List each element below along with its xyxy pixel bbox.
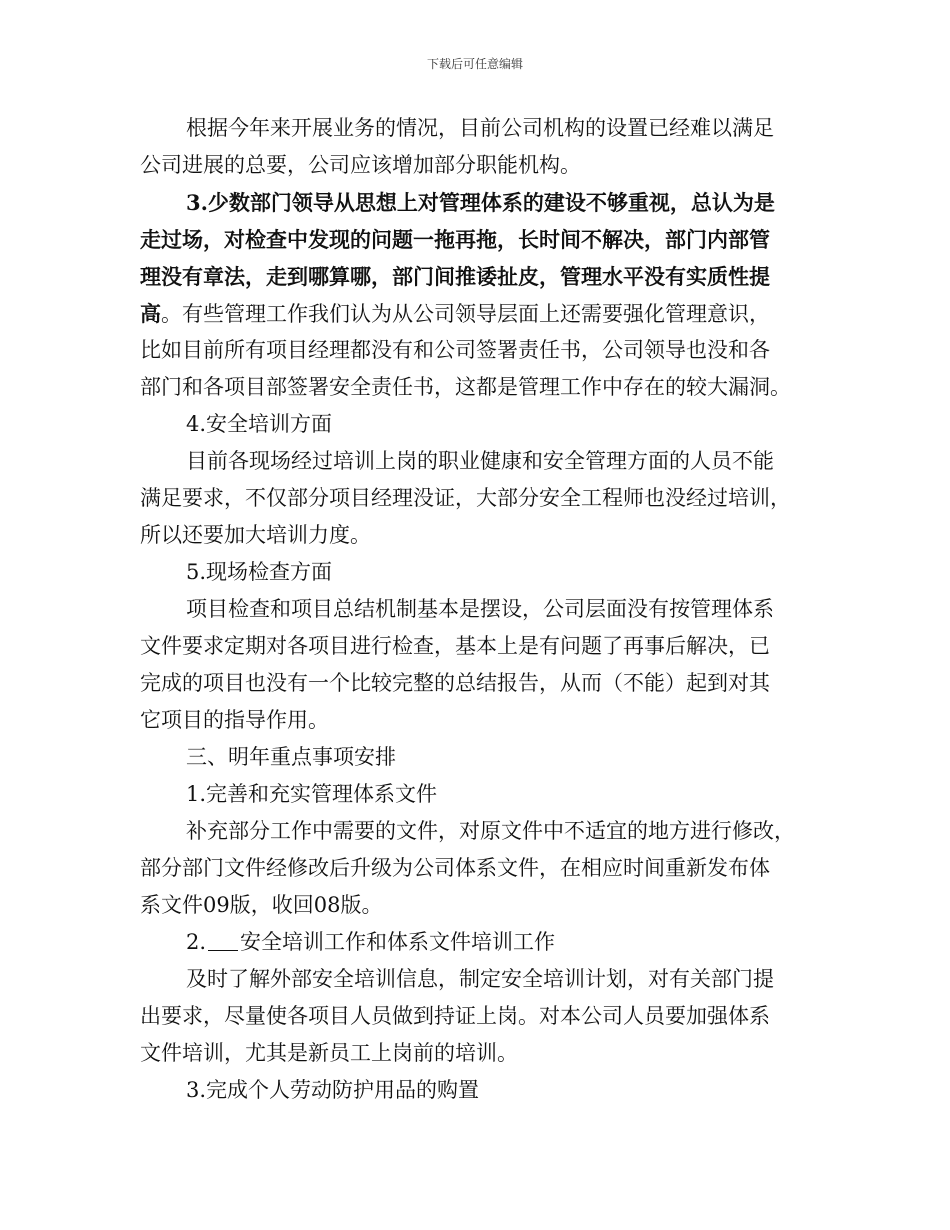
paragraph-line: 满足要求，不仅部分项目经理没证，大部分安全工程师也没经过培训，	[140, 486, 791, 510]
bold-fragment: 高	[140, 301, 161, 326]
mixed-line	[140, 295, 812, 332]
document-body	[140, 110, 812, 1109]
bold-line: 理没有章法，走到哪算哪，部门间推诿扯皮，管理水平没有实质性提	[140, 264, 770, 289]
page-header: 下载后可任意编辑	[426, 57, 523, 71]
paragraph-line: 根据今年来开展业务的情况，目前公司机构的设置已经难以满足	[186, 116, 774, 140]
paragraph-line: 部分部门文件经修改后升级为公司体系文件，在相应时间重新发布体	[140, 856, 770, 880]
paragraph-line: 补充部分工作中需要的文件，对原文件中不适宜的地方进行修改，	[186, 819, 795, 843]
paragraph-line: 文件要求定期对各项目进行检查，基本上是有问题了再事后解决，已	[140, 634, 770, 658]
paragraph-line: 它项目的指导作用。	[140, 708, 329, 732]
chapter-heading: 三、明年重点事项安排	[186, 745, 396, 769]
heading-text: 安全培训工作和体系文件培训工作	[240, 930, 556, 954]
section-heading: 1.完善和充实管理体系文件	[186, 782, 438, 806]
paragraph-line: 比如目前所有项目经理都没有和公司签署责任书，公司领导也没和各	[140, 338, 770, 362]
paragraph-line: 文件培训，尤其是新员工上岗前的培训。	[140, 1041, 518, 1065]
paragraph-line: 项目检查和项目总结机制基本是摆设，公司层面没有按管理体系	[186, 597, 774, 621]
paragraph-line: 系文件09版，收回08版。	[140, 893, 383, 917]
paragraph-line: 出要求，尽量使各项目人员做到持证上岗。对本公司人员要加强体系	[140, 1004, 770, 1028]
paragraph-line: 所以还要加大培训力度。	[140, 523, 371, 547]
section-heading: 3.完成个人劳动防护用品的购置	[186, 1078, 480, 1102]
paragraph-line: 完成的项目也没有一个比较完整的总结报告，从而（不能）起到对其	[140, 671, 770, 695]
section-heading-with-blank	[140, 924, 812, 961]
paragraph-line: 目前各现场经过培训上岗的职业健康和安全管理方面的人员不能	[186, 449, 774, 473]
fill-in-blank	[208, 928, 238, 951]
paragraph-line: 公司进展的总要，公司应该增加部分职能机构。	[140, 153, 581, 177]
heading-number: 2.	[186, 930, 207, 954]
section-heading: 4.安全培训方面	[186, 412, 333, 436]
normal-fragment: 。有些管理工作我们认为从公司领导层面上还需要强化管理意识，	[161, 302, 770, 326]
bold-heading-line: 3.少数部门领导从思想上对管理体系的建设不够重视，总认为是	[186, 190, 775, 215]
paragraph-line: 及时了解外部安全培训信息，制定安全培训计划，对有关部门提	[186, 967, 774, 991]
bold-line: 走过场，对检查中发现的问题一拖再拖，长时间不解决，部门内部管	[140, 227, 770, 252]
section-heading: 5.现场检查方面	[186, 560, 333, 584]
paragraph-line: 部门和各项目部签署安全责任书，这都是管理工作中存在的较大漏洞。	[140, 375, 791, 399]
